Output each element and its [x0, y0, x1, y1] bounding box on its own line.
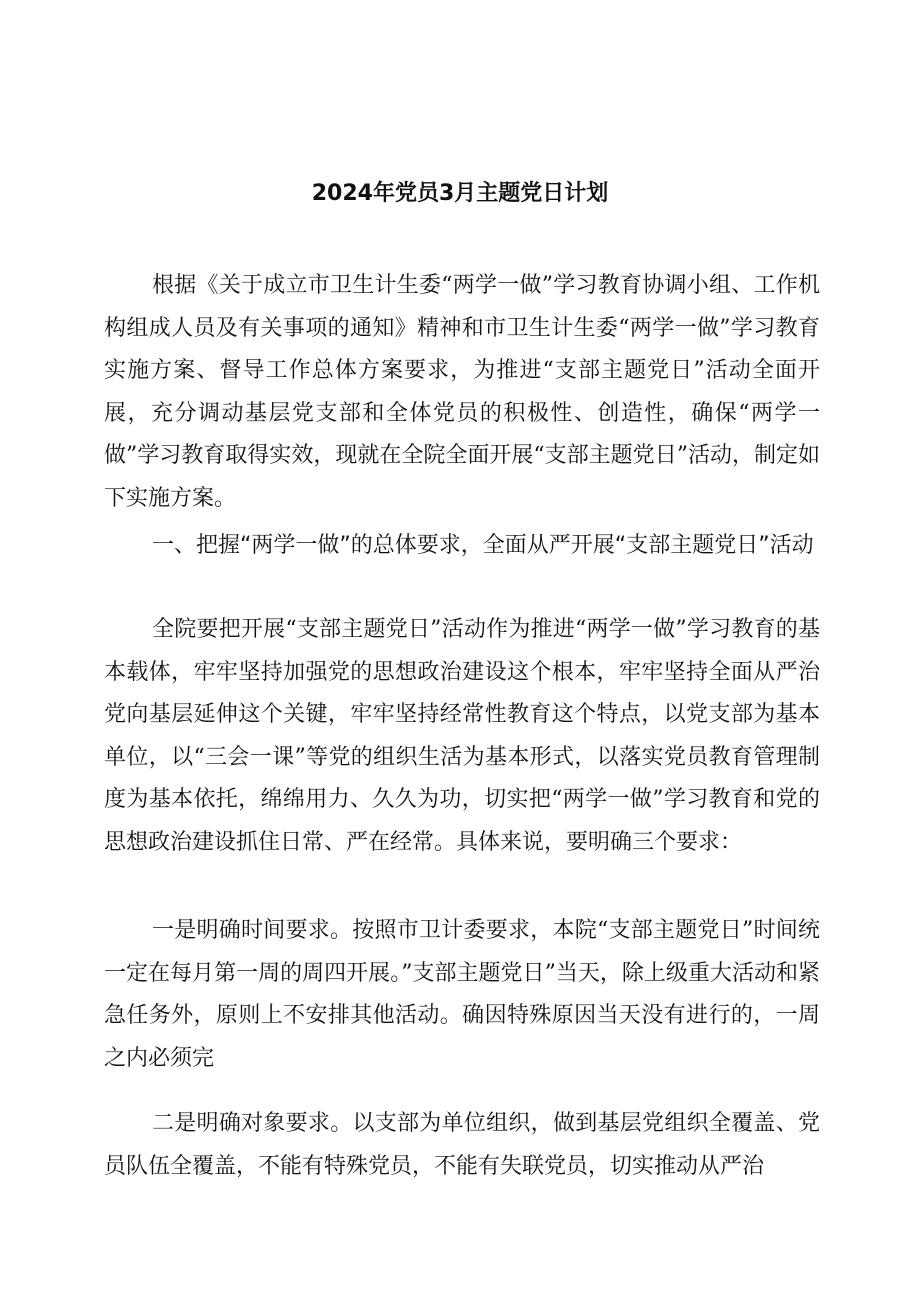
time-requirement-paragraph: 一是明确时间要求。按照市卫计委要求，本院“支部主题党日”时间统一定在每月第一周的周四开展。”支部主题党日”当天，除上级重大活动和紧急任务外，原则上不安排其他活动。确因特殊原因当天没有进行的，一周之内必须完 [104, 918, 820, 1071]
intro-paragraph: 根据《关于成立市卫生计生委“两学一做”学习教育协调小组、工作机构组成人员及有关事项的通知》精神和市卫生计生委“两学一做”学习教育实施方案、督导工作总体方案要求，为推进“支部主题党日”活动全面开展，充分调动基层党支部和全体党员的积极性、创造性，确保“两学一做”学习教育取得实效，现就在全院全面开展“支部主题党日”活动，制定如下实施方案。 [104, 273, 820, 511]
document-title: 2024年党员3月主题党日计划 [311, 181, 609, 206]
section-heading: 一、把握“两学一做”的总体要求，全面从严开展“支部主题党日”活动 [152, 533, 814, 558]
target-requirement-paragraph: 二是明确对象要求。以支部为单位组织，做到基层党组织全覆盖、党员队伍全覆盖，不能有特殊党员，不能有失联党员，切实推动从严治 [104, 1111, 820, 1179]
section-body-paragraph: 全院要把开展“支部主题党日”活动作为推进“两学一做”学习教育的基本载体，牢牢坚持加强党的思想政治建设这个根本，牢牢坚持全面从严治党向基层延伸这个关键，牢牢坚持经常性教育这个特点，以党支部为基本单位，以“三会一课”等党的组织生活为基本形式，以落实党员教育管理制度为基本依托，绵绵用力、久久为功，切实把“两学一做”学习教育和党的思想政治建设抓住日常、严在经常。具体来说，要明确三个要求： [104, 617, 820, 855]
